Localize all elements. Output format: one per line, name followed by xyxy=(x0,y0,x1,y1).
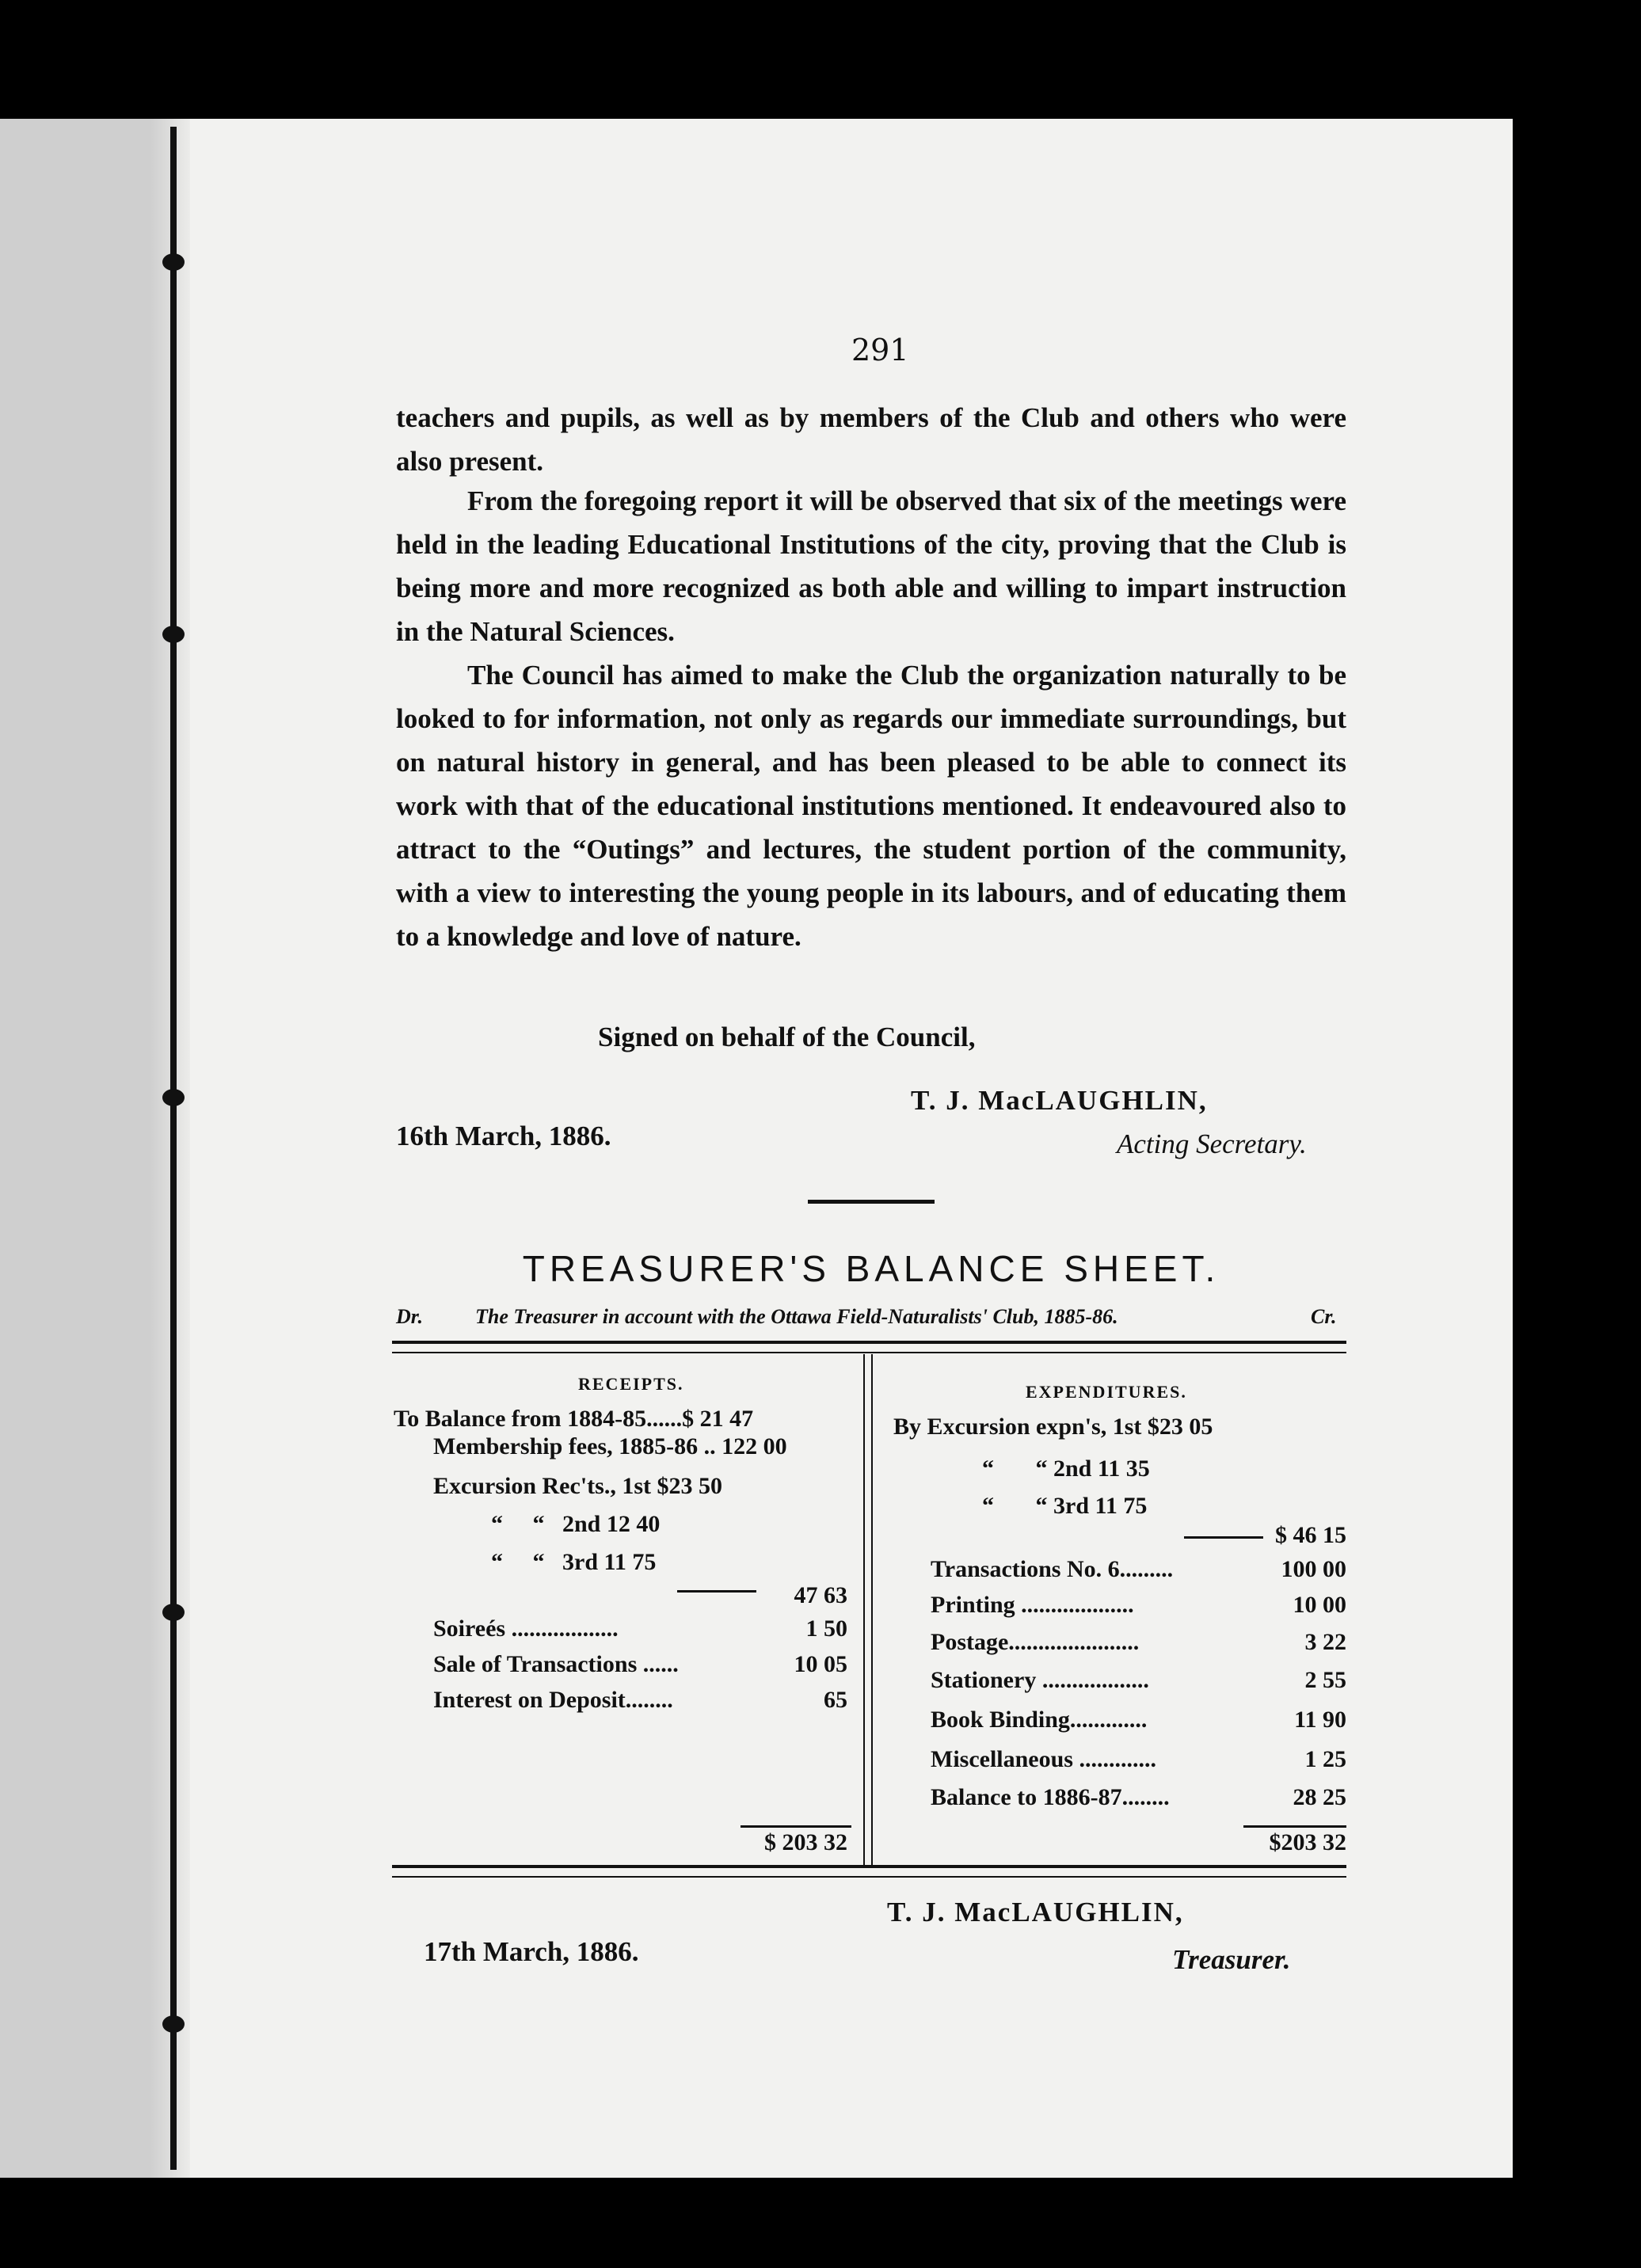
binding-knot xyxy=(162,1604,185,1621)
receipt-amount: 1 50 xyxy=(805,1615,847,1642)
binding-string xyxy=(170,127,177,2170)
dr-label: Dr. xyxy=(396,1305,423,1328)
total-rule xyxy=(1243,1825,1346,1828)
expenditure-item: Book Binding............. xyxy=(931,1707,1148,1733)
receipt-amount: 65 xyxy=(824,1687,847,1713)
scan-left-edge xyxy=(0,119,150,2178)
receipt-row: Membership fees, 1885-86 .. 122 00 xyxy=(433,1433,787,1459)
binding-knot xyxy=(162,253,185,271)
signed-line: Signed on behalf of the Council, xyxy=(598,1022,976,1052)
table-column-divider xyxy=(863,1354,873,1865)
receipts-subtotal: 47 63 xyxy=(794,1582,847,1608)
expenditure-amount: 2 55 xyxy=(1304,1667,1346,1693)
receipt-item: Sale of Transactions ...... xyxy=(433,1651,679,1677)
table-top-rule xyxy=(392,1341,1346,1353)
expenditures-total: $203 32 xyxy=(1269,1829,1346,1855)
paragraph-1: teachers and pupils, as well as by members of the Club and others who were also present. xyxy=(396,402,1346,477)
binding-knot xyxy=(162,1089,185,1106)
account-line: The Treasurer in account with the Ottawa Field-Naturalists' Club, 1885-86. xyxy=(475,1305,1118,1328)
expenditure-item: Stationery .................. xyxy=(931,1667,1149,1693)
receipt-row: “ “ 3rd 11 75 xyxy=(491,1549,657,1575)
expenditure-item: Balance to 1886-87........ xyxy=(931,1784,1170,1810)
receipts-total: $ 203 32 xyxy=(764,1829,847,1855)
expenditure-amount: 100 00 xyxy=(1281,1556,1346,1582)
receipt-row: “ “ 2nd 12 40 xyxy=(491,1511,661,1537)
total-rule xyxy=(741,1825,851,1828)
receipt-row: Excursion Rec'ts., 1st $23 50 xyxy=(433,1473,722,1499)
expenditure-item: Postage...................... xyxy=(931,1629,1140,1655)
receipt-item: Soireés .................. xyxy=(433,1615,619,1642)
expenditure-row: “ “ 2nd 11 35 xyxy=(982,1456,1150,1482)
report-date: 16th March, 1886. xyxy=(396,1121,611,1151)
expenditure-amount: 3 22 xyxy=(1304,1629,1346,1655)
expenditure-item: Printing ................... xyxy=(931,1592,1134,1618)
expenditure-row: “ “ 3rd 11 75 xyxy=(982,1493,1148,1519)
binding-knot xyxy=(162,2015,185,2033)
receipt-amount: 10 05 xyxy=(794,1651,847,1677)
secretary-title: Acting Secretary. xyxy=(1117,1128,1307,1159)
expenditures-header: EXPENDITURES. xyxy=(1026,1382,1187,1402)
binding-knot xyxy=(162,626,185,643)
paragraph-2: From the foregoing report it will be observed that six of the meetings were held in the leading Educational Institutions of the city, proving that the Club is being more and more recognized as both able and willing to impart instruction in the Natural Sciences. xyxy=(396,485,1346,647)
cr-label: Cr. xyxy=(1311,1305,1337,1328)
expenditure-row: By Excursion expn's, 1st $23 05 xyxy=(893,1414,1213,1440)
balance-sheet-date: 17th March, 1886. xyxy=(424,1936,639,1967)
expenditure-amount: 11 90 xyxy=(1294,1707,1346,1733)
balance-sheet-heading: TREASURER'S BALANCE SHEET. xyxy=(522,1248,1220,1289)
expenditure-item: Transactions No. 6......... xyxy=(931,1556,1174,1582)
paragraph-3: The Council has aimed to make the Club the organization naturally to be looked to for information, not only as regards our immediate surroundings, but on natural history in general, and has been pleased to be able to connect its work with that of the educational institutions mentioned. It endeavoured also to attract to the “Outings” and lectures, the student portion of the community, with a view to interesting the young people in its labours, and of educating them to a knowledge and love of nature. xyxy=(396,660,1346,952)
receipt-row: To Balance from 1884-85......$ 21 47 xyxy=(394,1406,754,1432)
receipts-header: RECEIPTS. xyxy=(578,1374,684,1394)
expenditures-subtotal: $ 46 15 xyxy=(1275,1522,1346,1548)
expenditure-item: Miscellaneous ............. xyxy=(931,1746,1156,1772)
secretary-name: T. J. MacLAUGHLIN, xyxy=(911,1085,1208,1116)
page-number: 291 xyxy=(851,333,909,367)
receipt-item: Interest on Deposit........ xyxy=(433,1687,673,1713)
treasurer-title: Treasurer. xyxy=(1172,1944,1291,1975)
treasurer-name: T. J. MacLAUGHLIN, xyxy=(887,1897,1184,1927)
section-divider xyxy=(808,1200,935,1204)
expenditure-amount: 1 25 xyxy=(1304,1746,1346,1772)
expenditure-amount: 28 25 xyxy=(1293,1784,1346,1810)
expenditure-amount: 10 00 xyxy=(1293,1592,1346,1618)
table-bottom-rule xyxy=(392,1865,1346,1878)
